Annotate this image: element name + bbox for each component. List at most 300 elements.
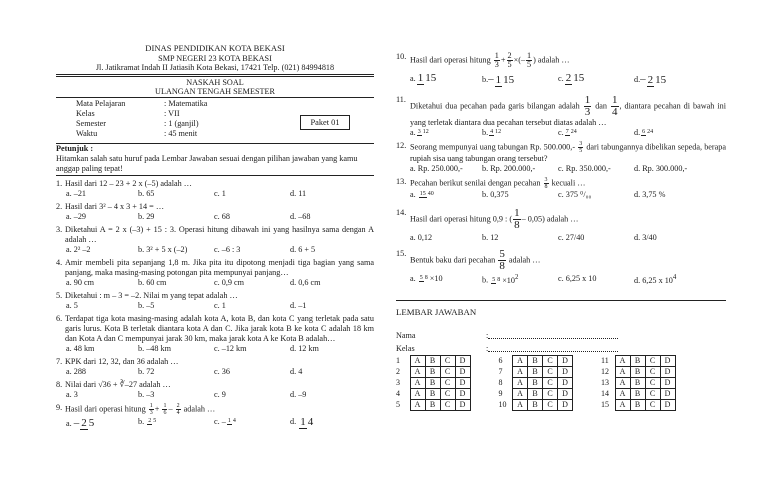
option-label: a. [410,189,416,199]
info-key: Waktu [76,128,98,138]
fraction [491,277,501,284]
question-number: 14. [396,207,407,217]
answer-choice-a[interactable]: A [615,389,630,400]
numerator: 1 [300,415,306,428]
answer-number: 8 [498,378,503,387]
answer-choice-a[interactable]: A [615,400,630,411]
fraction [417,129,430,136]
answer-row [499,378,573,389]
fraction [611,95,619,118]
question-number: 8. [56,379,63,389]
name-label: Nama [396,331,416,341]
answer-choice-d[interactable]: D [455,400,470,411]
answer-choice-b[interactable]: B [425,378,440,389]
info-key: Mata Pelajaran [76,98,126,108]
option-d: d. 11 [290,188,307,198]
fraction [647,75,668,87]
fraction [495,75,516,87]
answer-number: 2 [396,367,400,376]
answer-choice-a[interactable]: A [615,378,630,389]
option-c: c. 9 [214,389,226,399]
denominator: 3 [494,60,499,70]
option-c: c. Rp. 350.000,- [558,163,611,173]
sign: – [73,416,80,429]
answer-choice-c[interactable]: C [645,378,660,389]
answer-choice-a[interactable]: A [615,356,630,367]
answer-row [499,389,573,400]
info-row [76,129,374,139]
option-d: d. 12 km [290,343,319,353]
question-stem: Hasil dari operasi hitung [410,55,491,65]
denominator: 40 [427,191,434,198]
info-key: Kelas [76,108,95,118]
student-identity [396,331,726,355]
question-stem: Hasil dari operasi hitung [65,403,146,413]
options-q12 [410,164,726,174]
numerator: 1 [495,73,502,86]
options-q15 [410,274,726,286]
answer-choice-c[interactable]: C [440,378,455,389]
answer-choice-a[interactable]: A [410,367,425,378]
answer-choice-c[interactable]: C [645,389,660,400]
question-number: 2. [56,201,63,211]
question-stem-continued: dari tabungannya dibelikan sepeda, berapa rupiah sisa uang tabungan orang tersebut? [410,142,727,163]
answer-choice-b[interactable]: B [630,378,645,389]
answer-choice-a[interactable]: A [410,389,425,400]
question-3 [56,225,374,245]
option-label: d. [634,75,641,85]
answer-table [396,355,471,411]
option-a: a. 5 8 ×10 [410,273,443,283]
question-text: Diketahui A = 2 x (–3) + 15 : 3. Operasi hitung dibawah ini yang hasilnya sama dengan A adalah … [65,224,374,244]
info-key: Semester [76,118,107,128]
numerator: 5 [492,277,496,284]
fraction [494,52,500,69]
option-label: d. [634,127,641,137]
answer-choice-c[interactable]: C [543,367,558,378]
fraction [489,129,502,136]
info-value: : Matematika [164,98,208,108]
sign: – [221,416,226,426]
paket-box: Paket 01 [300,115,350,130]
answer-choice-b[interactable]: B [528,389,543,400]
answer-choice-c[interactable]: C [543,400,558,411]
option-text: ×10 [429,273,443,283]
answer-choice-b[interactable]: B [630,367,645,378]
option-c [558,73,634,86]
question-number: 3. [56,224,63,234]
option-b: b. 3² + 5 x (–2) [138,244,188,254]
denominator: 5 [579,147,583,154]
option-text: d. 6,25 x 10 [634,275,673,285]
denominator: 5 [88,416,95,429]
answer-choice-d[interactable]: D [558,356,573,367]
question-text [410,249,726,272]
denominator: 3 [149,409,153,416]
answer-choice-d[interactable]: D [558,389,573,400]
answer-row [601,356,675,367]
option-c: c. 27/40 [558,232,585,242]
question-6 [56,314,374,344]
answer-choice-a[interactable]: A [513,356,528,367]
question-4 [56,258,374,278]
options-q6 [66,344,374,354]
numerator: 1 [514,206,520,219]
answer-choice-c[interactable]: C [440,400,455,411]
answer-number: 7 [498,367,503,376]
option-label: c. [214,416,220,426]
answer-grid [396,355,676,411]
question-text: Hasil dari operasi hitung $\frac{1}{3}$ + $\frac{1}{6}$ – $\frac{2}{4}$ adalah … [65,402,216,416]
fraction [565,129,578,136]
denominator: 12 [495,129,502,136]
denominator: 8 [544,183,548,190]
options-q9 [66,417,374,430]
question-number: 10. [396,52,407,61]
option-c: c. 0,9 cm [214,277,245,287]
question-tail: adalah … [183,403,216,413]
option-b: b. –3 [138,389,155,399]
answer-choice-d[interactable]: D [660,400,675,411]
answer-number: 3 [396,378,400,387]
options-q1 [66,189,374,199]
petunjuk-text: Hitamkan salah satu huruf pada Lembar Jawaban sesuai dengan pilihan jawaban yang kamu anggap paling tepat! [56,153,358,173]
answer-choice-a[interactable]: A [615,367,630,378]
numerator: 2 [507,51,512,60]
answer-choice-a[interactable]: A [410,356,425,367]
numerator: 2 [565,72,572,85]
denominator: 4 [307,415,314,428]
denominator: 5 [527,60,532,70]
numerator: 3 [417,129,421,136]
answer-choice-d[interactable]: D [558,378,573,389]
question-list-left [56,179,374,400]
numerator: 5 [419,275,423,282]
answer-row [601,389,675,400]
answer-choice-b[interactable]: B [528,356,543,367]
options-q7 [66,367,374,377]
option-c: c. 68 [214,211,230,221]
answer-choice-d[interactable]: D [660,389,675,400]
question-number: 15. [396,248,407,258]
option-b: b. 60 cm [138,277,167,287]
denominator: 15 [503,73,515,86]
header-exam-name: ULANGAN TENGAH SEMESTER [155,87,275,97]
option-b [138,417,214,430]
separator: : [486,331,489,341]
answer-number: 9 [498,389,503,398]
answer-choice-b[interactable]: B [630,400,645,411]
option-label: a. [410,127,416,137]
answer-choice-c[interactable]: C [645,400,660,411]
option-a: a. –29 [66,211,87,221]
answer-choice-d[interactable]: D [660,356,675,367]
answer-row [499,356,573,367]
fraction [417,73,438,85]
option-label: b. [482,127,489,137]
answer-choice-c[interactable]: C [543,356,558,367]
denominator: 6 [163,409,167,416]
denominator: 8 [499,259,505,272]
question-2 [56,202,374,212]
question-15 [396,249,726,272]
answer-choice-d[interactable]: D [455,378,470,389]
option-b: b. 72 [138,366,155,376]
info-value: : 1 (ganjil) [164,118,199,128]
answer-number: 13 [601,378,609,387]
answer-choice-b[interactable]: B [528,400,543,411]
answer-choice-b[interactable]: B [425,367,440,378]
sign: – [640,73,646,86]
answer-choice-b[interactable]: B [528,367,543,378]
answer-choice-d[interactable]: D [660,367,675,378]
question-5 [56,291,374,301]
option-a: a. 48 km [66,343,95,353]
question-8 [56,380,374,390]
answer-choice-d[interactable]: D [558,400,573,411]
answer-choice-b[interactable]: B [425,356,440,367]
option-c: c. 1 [214,188,226,198]
option-label: b. [482,75,489,85]
option-a [66,417,138,430]
options-q11 [410,128,726,138]
option-a: a. 2² –2 [66,244,91,254]
answer-choice-c[interactable]: C [645,356,660,367]
option-a: a. 5 [66,300,78,310]
exponent: 4 [672,273,677,281]
sign: – [488,73,494,86]
answer-sheet-divider [396,300,726,301]
question-tail: kecuali … [551,178,586,188]
question-tail: adalah … [537,55,570,65]
answer-choice-b[interactable]: B [425,400,440,411]
answer-choice-d[interactable]: D [455,389,470,400]
option-c: c. –6 : 3 [214,244,241,254]
answer-choice-c[interactable]: C [543,378,558,389]
answer-choice-b[interactable]: B [425,389,440,400]
question-text [410,141,726,164]
conjunction: dan [595,101,608,111]
answer-choice-d[interactable]: D [660,378,675,389]
option-c: c. 375 ⁰/₀₀ [558,189,592,199]
option-d: d. 0,6 cm [290,277,321,287]
answer-choice-d[interactable]: D [558,367,573,378]
denominator: 3 [584,105,591,118]
option-c: c. 36 [214,366,230,376]
question-stem: Diketahui dua pecahan pada garis bilangan adalah [410,101,580,111]
question-number: 1. [56,178,63,188]
question-text: Amir membeli pita sepanjang 1,8 m. Jika pita itu dipotong menjadi tiga bagian yang sama panjang, maka masing-masing potongan pita mempunyai panjang… [65,257,374,277]
answer-choice-a[interactable]: A [410,400,425,411]
options-q2 [66,212,374,222]
question-text [410,177,726,190]
question-number: 7. [56,356,63,366]
answer-number: 15 [601,400,609,409]
answer-number: 12 [601,367,609,376]
info-value: : VII [164,108,180,118]
answer-number: 4 [396,389,400,398]
answer-choice-a[interactable]: A [410,378,425,389]
numerator: 3 [579,140,583,147]
fraction [513,208,521,231]
fraction [584,95,592,118]
answer-choice-a[interactable]: A [513,367,528,378]
name-row [396,331,726,342]
denominator: 15 [425,72,437,85]
answer-choice-b[interactable]: B [630,389,645,400]
numerator: 2 [148,418,152,425]
fraction [498,249,506,272]
answer-choice-c[interactable]: C [440,356,455,367]
info-row [76,99,374,109]
answer-table [499,355,574,411]
numerator: 6 [642,129,646,136]
denominator: 8 [514,218,520,231]
class-field[interactable] [488,344,618,352]
answer-choice-b[interactable]: B [630,356,645,367]
question-9 [56,403,374,416]
option-d [634,128,694,138]
answer-choice-c[interactable]: C [543,389,558,400]
option-label: b. [138,416,145,426]
numerator: 4 [490,129,494,136]
name-field[interactable] [488,331,618,339]
right-column [396,0,727,409]
answer-choice-c[interactable]: C [645,367,660,378]
question-11 [396,95,726,128]
option-c: c. –12 km [214,343,247,353]
answer-number: 6 [498,356,503,365]
options-q8 [66,390,374,400]
header-agency: DINAS PENDIDIKAN KOTA BEKASI [145,43,285,53]
question-number: 9. [56,402,63,412]
numerator: 1 [612,93,618,106]
answer-choice-c[interactable]: C [440,367,455,378]
options-q10 [410,73,726,86]
question-text: Diketahui : m – 3 = –2. Nilai m yang tepat adalah … [65,290,238,300]
answer-number: 1 [396,356,400,365]
header-divider [56,74,374,77]
separator: : [486,344,489,354]
answer-row [601,378,675,389]
info-value: : 45 menit [164,128,198,138]
question-number: 6. [56,313,63,323]
answer-choice-d[interactable]: D [455,356,470,367]
options-q14 [410,233,726,243]
question-14 [396,208,726,231]
denominator: 8 [424,275,428,282]
answer-row [499,367,573,378]
option-a: a. Rp. 250.000,- [410,163,463,173]
instruction-divider [56,175,374,176]
question-stem: Hasil dari operasi hitung 0,9 : [410,214,508,224]
option-a: a. –21 [66,188,87,198]
denominator: 24 [570,129,577,136]
option-text: ×10 [502,275,515,285]
answer-choice-a[interactable]: A [513,400,528,411]
question-1 [56,179,374,189]
answer-sheet-title: LEMBAR JAWABAN [396,306,477,317]
option-d [634,274,694,286]
fraction [176,403,181,416]
class-label: Kelas [396,344,415,354]
numerator: 2 [176,402,180,409]
numerator: 1 [227,418,231,425]
option-a [410,128,482,138]
question-stem-continued: , diantara pecahan di bawah ini yang terletak diantara dua pecahan tersebut diatas adalah … [410,101,726,127]
fraction [507,52,513,69]
answer-choice-a[interactable]: A [513,389,528,400]
answer-table [601,355,676,411]
answer-choice-c[interactable]: C [440,389,455,400]
question-text: Hasil dari 12 – 23 + 2 x (–5) adalah … [65,178,192,188]
question-stem: Pecahan berikut senilai dengan pecahan [410,178,541,188]
option-a: a. 3 [66,389,78,399]
question-number: 5. [56,290,63,300]
question-text: KPK dari 12, 32, dan 36 adalah … [65,356,179,366]
option-b: b. 0,375 [482,189,509,199]
option-d [634,73,694,86]
fraction [526,52,532,69]
numerator: 1 [584,93,591,106]
class-row [396,344,726,355]
option-c [214,417,290,430]
question-tail: adalah … [508,255,541,265]
exam-info [56,99,374,143]
fraction [544,177,549,190]
answer-choice-a[interactable]: A [513,378,528,389]
option-label: a. [66,418,72,428]
question-text [410,95,726,128]
question-text: Hasil dari operasi hitung $\frac{1}{3}$ + $\frac{2}{5}$ ×(– $\frac{1}{5}$ ) adalah … [410,51,570,70]
fraction [419,191,435,198]
denominator: 5 [507,60,512,70]
numerator: 1 [163,402,167,409]
answer-number: 11 [601,356,609,365]
exam-divider [56,97,374,98]
option-a [410,73,482,86]
option-c [558,128,634,138]
question-number: 13. [396,176,407,186]
option-label: a. [410,74,416,84]
numerator: 7 [565,129,569,136]
answer-choice-b[interactable]: B [528,378,543,389]
option-d: d. 6 + 5 [290,244,316,254]
header-address: Jl. Jatikramat Indah II Jatiasih Kota Bekasi, 17421 Telp. (021) 84994818 [95,63,335,73]
denominator: 4 [232,418,236,425]
numerator: 1 [149,402,153,409]
option-b: b. –5 [138,300,155,310]
answer-number: 10 [498,400,507,409]
denominator: 24 [647,129,654,136]
numerator: 5 [499,247,505,260]
numerator: 3 [544,176,548,183]
fraction [641,129,654,136]
option-label: c. [558,127,564,137]
option-d [290,417,350,430]
options-q3 [66,245,374,255]
option-d: d. Rp. 300.000,- [634,163,688,173]
option-d: d. 3,75 % [634,189,666,199]
question-text: Nilai dari √36 + ∛–27 adalah … [65,379,171,389]
option-label: c. [558,74,564,84]
fraction [565,73,586,85]
option-d: d. –1 [290,300,307,310]
option-b: b. 12 [482,232,499,242]
header-school: SMP NEGERI 23 KOTA BEKASI [158,53,272,63]
answer-choice-d[interactable]: D [455,367,470,378]
answer-row [396,400,470,411]
